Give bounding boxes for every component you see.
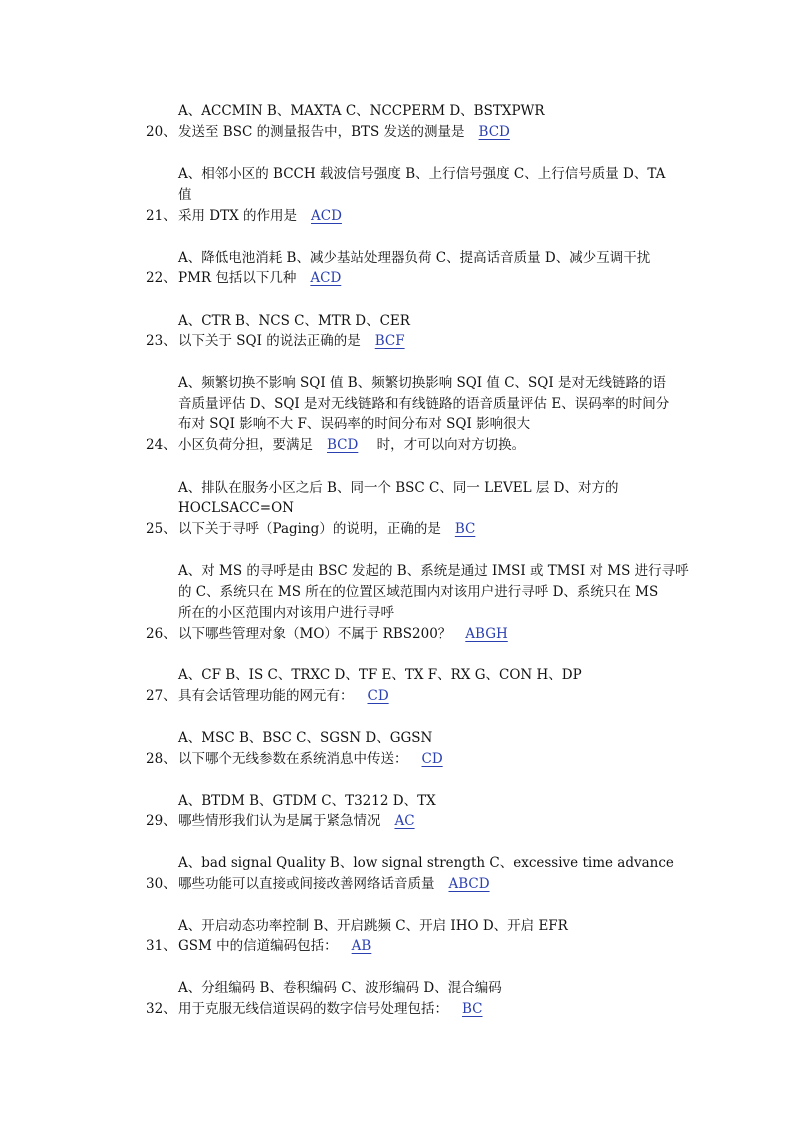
question-text: PMR 包括以下几种 ACD — [178, 269, 355, 287]
option-line: A、bad signal Quality B、low signal strength C、excessive time advance — [178, 855, 674, 871]
question-number: 27、 — [146, 688, 177, 704]
answer: ACD — [311, 208, 342, 224]
question-text: 以下关于 SQI 的说法正确的是 BCF — [178, 332, 419, 350]
question-text: 小区负荷分担，要满足 BCD 时，才可以向对方切换。 — [178, 437, 526, 453]
question-number: 21、 — [146, 208, 177, 224]
option-line: A、相邻小区的 BCCH 载波信号强度 B、上行信号强度 C、上行信号质量 D、TA — [178, 166, 666, 182]
question-text: 以下哪些管理对象（MO）不属于 RBS200？ ABGH — [178, 625, 522, 643]
question-number: 25、 — [146, 521, 177, 537]
answer: BCF — [374, 333, 405, 349]
option-line: A、BTDM B、GTDM C、T3212 D、TX — [178, 793, 436, 809]
answer: AC — [394, 813, 415, 829]
question-text: 采用 DTX 的作用是 ACD — [178, 207, 356, 225]
answer: BC — [454, 521, 476, 537]
question-number: 26、 — [146, 626, 177, 642]
question-text: GSM 中的信道编码包括： AB — [178, 937, 385, 955]
question-number: 30、 — [146, 876, 177, 892]
option-line: 音质量评估 D、SQI 是对无线链路和有线链路的语音质量评估 E、误码率的时间分 — [178, 396, 670, 412]
option-line: A、降低电池消耗 B、减少基站处理器负荷 C、提高话音质量 D、减少互调干扰 — [178, 250, 651, 266]
option-line: A、CTR B、NCS C、MTR D、CER — [178, 313, 410, 329]
question-number: 28、 — [146, 751, 177, 767]
option-line: A、ACCMIN B、MAXTA C、NCCPERM D、BSTXPWR — [178, 103, 545, 119]
question-text: 以下关于寻呼（Paging）的说明，正确的是 BC — [178, 520, 489, 538]
question-text: 哪些功能可以直接或间接改善网络话音质量 ABCD — [178, 875, 504, 893]
option-line: A、排队在服务小区之后 B、同一个 BSC C、同一 LEVEL 层 D、对方的 — [178, 480, 619, 496]
question-number: 23、 — [146, 333, 177, 349]
question-number: 20、 — [146, 124, 177, 140]
answer: CD — [367, 688, 389, 704]
question-text: 用于克服无线信道误码的数字信号处理包括： BC — [178, 1000, 497, 1018]
answer: BCD — [478, 124, 510, 140]
question-number: 32、 — [146, 1001, 177, 1017]
answer: ABCD — [448, 876, 490, 892]
answer: BCD — [327, 437, 359, 453]
option-line: A、MSC B、BSC C、SGSN D、GGSN — [178, 730, 433, 746]
option-line: A、CF B、IS C、TRXC D、TF E、TX F、RX G、CON H、DP — [178, 667, 582, 683]
answer: ABGH — [465, 626, 508, 642]
option-line: A、开启动态功率控制 B、开启跳频 C、开启 IHO D、开启 EFR — [178, 918, 568, 934]
option-line: 所在的小区范围内对该用户进行寻呼 — [178, 605, 394, 621]
question-text: 发送至 BSC 的测量报告中，BTS 发送的测量是 BCD — [178, 123, 524, 141]
question-number: 24、 — [146, 437, 177, 453]
option-line: A、频繁切换不影响 SQI 值 B、频繁切换影响 SQI 值 C、SQI 是对无线链路的语 — [178, 375, 666, 391]
question-text: 以下哪个无线参数在系统消息中传送： CD — [178, 750, 457, 768]
option-line: 值 — [178, 187, 192, 203]
question-number: 29、 — [146, 813, 177, 829]
option-line: HOCLSACC=ON — [178, 500, 294, 516]
option-line: 的 C、系统只在 MS 所在的位置区域范围内对该用户进行寻呼 D、系统只在 MS — [178, 584, 659, 600]
question-text: 哪些情形我们认为是属于紧急情况 AC — [178, 812, 429, 830]
option-line: A、对 MS 的寻呼是由 BSC 发起的 B、系统是通过 IMSI 或 TMSI 对 MS 进行寻呼 — [178, 563, 689, 579]
option-line: A、分组编码 B、卷积编码 C、波形编码 D、混合编码 — [178, 980, 502, 996]
question-text: 具有会话管理功能的网元有： CD — [178, 687, 403, 705]
answer: BC — [462, 1001, 483, 1017]
question-number: 22、 — [146, 270, 177, 286]
question-number: 31、 — [146, 938, 177, 954]
option-line: 布对 SQI 影响不大 F、误码率的时间分布对 SQI 影响很大 — [178, 416, 531, 432]
answer: ACD — [310, 270, 342, 286]
answer: CD — [421, 751, 443, 767]
answer: AB — [351, 938, 372, 954]
